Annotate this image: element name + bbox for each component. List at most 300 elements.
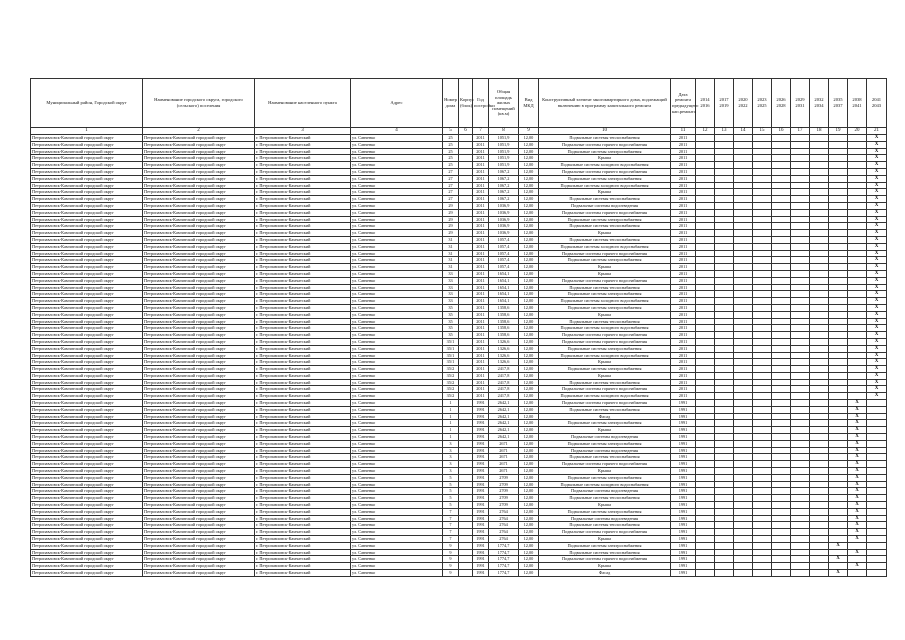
- period-cell: [848, 570, 867, 577]
- period-cell: [791, 515, 810, 522]
- period-cell: [696, 338, 715, 345]
- street-cell: ул. Савченко: [351, 549, 443, 556]
- district-cell: Петропавловск-Камчатский городской округ: [31, 406, 143, 413]
- street-cell: ул. Савченко: [351, 515, 443, 522]
- district-cell: Петропавловск-Камчатский городской округ: [31, 155, 143, 162]
- district-cell: Петропавловск-Камчатский городской округ: [31, 434, 143, 441]
- street-cell: ул. Савченко: [351, 338, 443, 345]
- build-year-cell: 2011: [473, 372, 489, 379]
- street-cell: ул. Савченко: [351, 413, 443, 420]
- block-cell: [459, 427, 473, 434]
- period-cell: [715, 542, 734, 549]
- build-year-cell: 2011: [473, 284, 489, 291]
- period-cell: [810, 162, 829, 169]
- period-cell: [696, 406, 715, 413]
- period-cell: [734, 284, 753, 291]
- repair-date-cell: 2011: [671, 393, 696, 400]
- build-year-cell: 1991: [473, 440, 489, 447]
- house-number-cell: 1: [443, 427, 459, 434]
- table-row: [31, 291, 887, 298]
- block-cell: [459, 386, 473, 393]
- district-cell: Петропавловск-Камчатский городской округ: [31, 549, 143, 556]
- period-cell: [753, 141, 772, 148]
- period-cell: X: [867, 393, 887, 400]
- period-cell: [753, 291, 772, 298]
- period-cell: [734, 468, 753, 475]
- period-cell: [829, 495, 848, 502]
- repair-date-cell: 2011: [671, 243, 696, 250]
- area-cell: 2417,8: [489, 393, 519, 400]
- table-body: [31, 135, 887, 577]
- type-cell: 12,00: [519, 570, 539, 577]
- period-cell: [829, 168, 848, 175]
- area-cell: 1051,9: [489, 162, 519, 169]
- house-number-cell: 29: [443, 216, 459, 223]
- block-cell: [459, 400, 473, 407]
- period-cell: [810, 257, 829, 264]
- period-cell: [734, 338, 753, 345]
- period-cell: [772, 223, 791, 230]
- settlement-cell: Петропавловск-Камчатский городской округ: [143, 223, 255, 230]
- house-number-cell: 1: [443, 400, 459, 407]
- type-cell: 12,00: [519, 230, 539, 237]
- element-cell: Подвальные системы водоотведения: [539, 434, 671, 441]
- element-cell: Подвальные системы теплоснабжения: [539, 549, 671, 556]
- repair-date-cell: 2011: [671, 182, 696, 189]
- period-cell: [810, 454, 829, 461]
- district-cell: Петропавловск-Камчатский городской округ: [31, 168, 143, 175]
- period-cell: [696, 549, 715, 556]
- street-cell: ул. Савченко: [351, 318, 443, 325]
- house-number-cell: 35: [443, 304, 459, 311]
- area-cell: 1057,4: [489, 264, 519, 271]
- period-cell: [772, 291, 791, 298]
- settlement-cell: Петропавловск-Камчатский городской округ: [143, 468, 255, 475]
- period-cell: X: [867, 318, 887, 325]
- block-cell: [459, 277, 473, 284]
- block-cell: [459, 461, 473, 468]
- period-cell: [867, 413, 887, 420]
- house-number-cell: 35/1: [443, 359, 459, 366]
- period-cell: [791, 264, 810, 271]
- period-cell: [696, 529, 715, 536]
- block-cell: [459, 488, 473, 495]
- period-cell: [753, 135, 772, 142]
- period-cell: [715, 270, 734, 277]
- element-cell: Подвальные системы горячего водоснабжения: [539, 168, 671, 175]
- type-cell: 12,00: [519, 236, 539, 243]
- period-cell: [753, 488, 772, 495]
- table-row: [31, 304, 887, 311]
- table-row: [31, 250, 887, 257]
- repair-date-cell: 2011: [671, 257, 696, 264]
- district-cell: Петропавловск-Камчатский городской округ: [31, 243, 143, 250]
- repair-date-cell: 1991: [671, 447, 696, 454]
- area-cell: 2709: [489, 502, 519, 509]
- period-cell: [734, 148, 753, 155]
- table-row: [31, 359, 887, 366]
- element-cell: Подвальные системы электроснабжения: [539, 542, 671, 549]
- block-cell: [459, 338, 473, 345]
- period-cell: [753, 468, 772, 475]
- repair-date-cell: 2011: [671, 318, 696, 325]
- period-cell: [791, 291, 810, 298]
- district-cell: Петропавловск-Камчатский городской округ: [31, 427, 143, 434]
- repair-date-cell: 2011: [671, 230, 696, 237]
- type-cell: 12,00: [519, 345, 539, 352]
- period-cell: [810, 168, 829, 175]
- settlement-cell: Петропавловск-Камчатский городской округ: [143, 447, 255, 454]
- period-cell: [867, 549, 887, 556]
- period-cell: [715, 481, 734, 488]
- period-cell: [791, 386, 810, 393]
- period-cell: [772, 427, 791, 434]
- column-number: 13: [715, 128, 734, 135]
- period-cell: [696, 264, 715, 271]
- area-cell: 1654,1: [489, 270, 519, 277]
- district-cell: Петропавловск-Камчатский городской округ: [31, 386, 143, 393]
- period-cell: [696, 536, 715, 543]
- district-cell: Петропавловск-Камчатский городской округ: [31, 570, 143, 577]
- period-cell: [848, 325, 867, 332]
- street-cell: ул. Савченко: [351, 236, 443, 243]
- settlement-cell: Петропавловск-Камчатский городской округ: [143, 216, 255, 223]
- type-cell: 12,00: [519, 495, 539, 502]
- table-row: [31, 148, 887, 155]
- period-cell: [772, 434, 791, 441]
- district-cell: Петропавловск-Камчатский городской округ: [31, 454, 143, 461]
- period-cell: [810, 189, 829, 196]
- period-cell: [848, 542, 867, 549]
- period-cell: [696, 427, 715, 434]
- period-cell: [791, 196, 810, 203]
- period-cell: [696, 502, 715, 509]
- settlement-cell: Петропавловск-Камчатский городской округ: [143, 162, 255, 169]
- period-cell: [791, 216, 810, 223]
- locality-cell: г. Петропавловск-Камчатский: [255, 413, 351, 420]
- period-cell: [753, 379, 772, 386]
- period-cell: [810, 434, 829, 441]
- element-cell: Подвальные системы теплоснабжения: [539, 284, 671, 291]
- type-cell: 12,00: [519, 427, 539, 434]
- period-cell: [829, 338, 848, 345]
- repair-date-cell: 1991: [671, 454, 696, 461]
- type-cell: 12,00: [519, 386, 539, 393]
- period-cell: [734, 536, 753, 543]
- district-cell: Петропавловск-Камчатский городской округ: [31, 338, 143, 345]
- period-cell: [734, 447, 753, 454]
- period-cell: [696, 298, 715, 305]
- element-cell: Крыша: [539, 270, 671, 277]
- period-cell: [772, 284, 791, 291]
- period-cell: [848, 182, 867, 189]
- period-cell: [753, 386, 772, 393]
- period-cell: [810, 359, 829, 366]
- build-year-cell: 2011: [473, 352, 489, 359]
- settlement-cell: Петропавловск-Камчатский городской округ: [143, 236, 255, 243]
- build-year-cell: 2011: [473, 386, 489, 393]
- house-number-cell: 25: [443, 148, 459, 155]
- locality-cell: г. Петропавловск-Камчатский: [255, 338, 351, 345]
- build-year-cell: 1991: [473, 502, 489, 509]
- period-cell: [753, 189, 772, 196]
- locality-cell: г. Петропавловск-Камчатский: [255, 162, 351, 169]
- period-cell: [791, 243, 810, 250]
- repair-date-cell: 1991: [671, 536, 696, 543]
- block-cell: [459, 223, 473, 230]
- period-cell: [734, 332, 753, 339]
- locality-cell: г. Петропавловск-Камчатский: [255, 196, 351, 203]
- period-cell: [696, 325, 715, 332]
- period-cell: [829, 352, 848, 359]
- period-cell: [810, 243, 829, 250]
- period-cell: [829, 393, 848, 400]
- period-cell: [810, 311, 829, 318]
- locality-cell: г. Петропавловск-Камчатский: [255, 270, 351, 277]
- program-sheet: [30, 78, 885, 577]
- period-cell: [753, 461, 772, 468]
- house-number-cell: 35: [443, 325, 459, 332]
- table-row: [31, 481, 887, 488]
- period-cell: [696, 209, 715, 216]
- block-cell: [459, 502, 473, 509]
- period-cell: [734, 209, 753, 216]
- period-cell: [715, 372, 734, 379]
- block-cell: [459, 379, 473, 386]
- period-cell: [791, 563, 810, 570]
- period-cell: [829, 529, 848, 536]
- house-number-cell: 35/2: [443, 386, 459, 393]
- period-cell: [772, 332, 791, 339]
- table-row: [31, 332, 887, 339]
- period-cell: [734, 454, 753, 461]
- block-cell: [459, 359, 473, 366]
- period-cell: X: [867, 277, 887, 284]
- build-year-cell: 2011: [473, 264, 489, 271]
- period-cell: [753, 502, 772, 509]
- build-year-cell: 2011: [473, 135, 489, 142]
- build-year-cell: 1991: [473, 495, 489, 502]
- build-year-cell: 1991: [473, 522, 489, 529]
- period-cell: [810, 447, 829, 454]
- build-year-cell: 1991: [473, 488, 489, 495]
- house-number-cell: 3: [443, 468, 459, 475]
- period-cell: X: [867, 352, 887, 359]
- area-cell: 1774,7: [489, 542, 519, 549]
- area-cell: 1358,6: [489, 304, 519, 311]
- settlement-cell: Петропавловск-Камчатский городской округ: [143, 549, 255, 556]
- district-cell: Петропавловск-Камчатский городской округ: [31, 182, 143, 189]
- period-cell: [753, 570, 772, 577]
- table-row: [31, 182, 887, 189]
- locality-cell: г. Петропавловск-Камчатский: [255, 148, 351, 155]
- type-cell: 12,00: [519, 141, 539, 148]
- element-cell: Крыша: [539, 155, 671, 162]
- period-cell: [829, 189, 848, 196]
- locality-cell: г. Петропавловск-Камчатский: [255, 406, 351, 413]
- settlement-cell: Петропавловск-Камчатский городской округ: [143, 522, 255, 529]
- element-cell: Подвальные системы электроснабжения: [539, 216, 671, 223]
- period-cell: [753, 304, 772, 311]
- period-cell: [791, 502, 810, 509]
- period-cell: [829, 434, 848, 441]
- column-header: Наименование городского округа, городского (сельского) поселения: [143, 79, 255, 128]
- period-cell: [696, 162, 715, 169]
- period-cell: [753, 406, 772, 413]
- period-cell: [715, 549, 734, 556]
- element-cell: Крыша: [539, 468, 671, 475]
- table-row: [31, 243, 887, 250]
- build-year-cell: 2011: [473, 345, 489, 352]
- period-cell: [791, 345, 810, 352]
- build-year-cell: 2011: [473, 162, 489, 169]
- house-number-cell: 25: [443, 135, 459, 142]
- column-number: 9: [519, 128, 539, 135]
- street-cell: ул. Савченко: [351, 420, 443, 427]
- area-cell: 2642,1: [489, 434, 519, 441]
- build-year-cell: 1991: [473, 447, 489, 454]
- period-cell: [715, 413, 734, 420]
- type-cell: 12,00: [519, 556, 539, 563]
- table-row: [31, 216, 887, 223]
- period-cell: [715, 135, 734, 142]
- period-cell: [715, 243, 734, 250]
- area-cell: 1057,4: [489, 257, 519, 264]
- locality-cell: г. Петропавловск-Камчатский: [255, 168, 351, 175]
- period-cell: [715, 298, 734, 305]
- house-number-cell: 31: [443, 243, 459, 250]
- period-cell: [867, 474, 887, 481]
- period-cell: [772, 318, 791, 325]
- period-cell: [715, 284, 734, 291]
- repair-date-cell: 2011: [671, 196, 696, 203]
- period-cell: [791, 257, 810, 264]
- column-header: Общая площадь жилых помещений (кв.м): [489, 79, 519, 128]
- build-year-cell: 2011: [473, 393, 489, 400]
- period-cell: [772, 508, 791, 515]
- area-cell: 1774,7: [489, 549, 519, 556]
- period-cell: [734, 189, 753, 196]
- period-cell: [715, 427, 734, 434]
- period-cell: [867, 529, 887, 536]
- locality-cell: г. Петропавловск-Камчатский: [255, 522, 351, 529]
- block-cell: [459, 495, 473, 502]
- table-row: [31, 277, 887, 284]
- street-cell: ул. Савченко: [351, 440, 443, 447]
- locality-cell: г. Петропавловск-Камчатский: [255, 352, 351, 359]
- district-cell: Петропавловск-Камчатский городской округ: [31, 325, 143, 332]
- block-cell: [459, 570, 473, 577]
- area-cell: 1067,2: [489, 189, 519, 196]
- repair-date-cell: 2011: [671, 277, 696, 284]
- street-cell: ул. Савченко: [351, 277, 443, 284]
- type-cell: 12,00: [519, 318, 539, 325]
- period-cell: [715, 345, 734, 352]
- element-cell: Подвальные системы электроснабжения: [539, 257, 671, 264]
- district-cell: Петропавловск-Камчатский городской округ: [31, 223, 143, 230]
- period-cell: X: [867, 345, 887, 352]
- settlement-cell: Петропавловск-Камчатский городской округ: [143, 311, 255, 318]
- period-cell: [867, 563, 887, 570]
- locality-cell: г. Петропавловск-Камчатский: [255, 427, 351, 434]
- street-cell: ул. Савченко: [351, 352, 443, 359]
- period-cell: [848, 556, 867, 563]
- type-cell: 12,00: [519, 529, 539, 536]
- period-cell: [772, 196, 791, 203]
- period-cell: [753, 332, 772, 339]
- period-cell: [715, 474, 734, 481]
- district-cell: Петропавловск-Камчатский городской округ: [31, 366, 143, 373]
- repair-date-cell: 1991: [671, 488, 696, 495]
- period-cell: [810, 515, 829, 522]
- build-year-cell: 2011: [473, 270, 489, 277]
- period-cell: [810, 570, 829, 577]
- element-cell: Подвальные системы горячего водоснабжения: [539, 250, 671, 257]
- house-number-cell: 27: [443, 189, 459, 196]
- period-cell: [753, 311, 772, 318]
- element-cell: Подвальные системы электроснабжения: [539, 474, 671, 481]
- period-cell: [829, 270, 848, 277]
- column-number: 3: [255, 128, 351, 135]
- table-row: [31, 168, 887, 175]
- settlement-cell: Петропавловск-Камчатский городской округ: [143, 488, 255, 495]
- locality-cell: г. Петропавловск-Камчатский: [255, 135, 351, 142]
- period-cell: [734, 495, 753, 502]
- table-row: [31, 366, 887, 373]
- type-cell: 12,00: [519, 148, 539, 155]
- repair-date-cell: 1991: [671, 420, 696, 427]
- period-cell: [848, 291, 867, 298]
- period-cell: [829, 257, 848, 264]
- build-year-cell: 1991: [473, 563, 489, 570]
- locality-cell: г. Петропавловск-Камчатский: [255, 332, 351, 339]
- build-year-cell: 2011: [473, 250, 489, 257]
- settlement-cell: Петропавловск-Камчатский городской округ: [143, 495, 255, 502]
- period-cell: [715, 563, 734, 570]
- type-cell: 12,00: [519, 243, 539, 250]
- period-cell: [696, 277, 715, 284]
- street-cell: ул. Савченко: [351, 406, 443, 413]
- table-row: [31, 155, 887, 162]
- period-cell: [867, 495, 887, 502]
- area-cell: 1036,9: [489, 202, 519, 209]
- type-cell: 12,00: [519, 502, 539, 509]
- period-cell: [772, 325, 791, 332]
- element-cell: Подвальные системы холодного водоснабжения: [539, 243, 671, 250]
- locality-cell: г. Петропавловск-Камчатский: [255, 556, 351, 563]
- house-number-cell: 5: [443, 474, 459, 481]
- settlement-cell: Петропавловск-Камчатский городской округ: [143, 209, 255, 216]
- block-cell: [459, 556, 473, 563]
- period-cell: X: [867, 332, 887, 339]
- house-number-cell: 1: [443, 434, 459, 441]
- period-cell: [753, 148, 772, 155]
- period-cell: [810, 277, 829, 284]
- period-cell: [810, 325, 829, 332]
- column-number-row: [31, 128, 887, 135]
- repair-date-cell: 2011: [671, 202, 696, 209]
- period-cell: [791, 406, 810, 413]
- area-cell: 1036,9: [489, 230, 519, 237]
- house-number-cell: 31: [443, 257, 459, 264]
- period-cell: [715, 447, 734, 454]
- period-cell: [734, 277, 753, 284]
- period-cell: X: [848, 549, 867, 556]
- period-cell: X: [867, 155, 887, 162]
- period-cell: [734, 298, 753, 305]
- column-number: 16: [772, 128, 791, 135]
- period-cell: [867, 556, 887, 563]
